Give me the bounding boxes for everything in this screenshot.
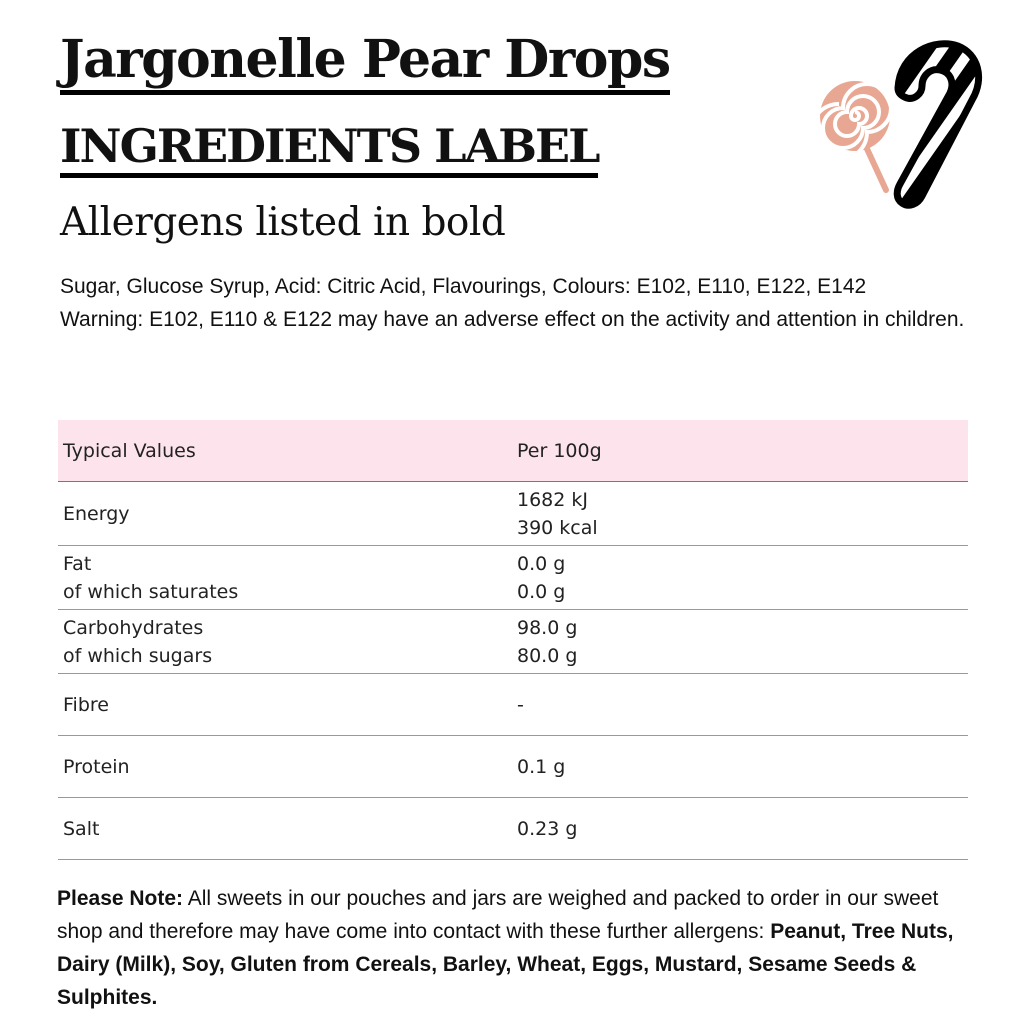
allergen-heading: Allergens listed in bold: [60, 200, 506, 245]
allergen-note: [57, 882, 977, 1014]
row-label: Protein: [58, 736, 512, 798]
nutrition-header-row: [58, 420, 968, 482]
row-value-line: 0.0 g: [517, 580, 566, 603]
row-label-line: Carbohydrates: [63, 616, 204, 639]
row-label-line: of which saturates: [63, 580, 239, 603]
row-label: Salt: [58, 798, 512, 860]
row-value: -: [512, 674, 968, 736]
row-value-line: 80.0 g: [517, 644, 578, 667]
row-label-line: Fat: [63, 552, 92, 575]
row-label: [58, 546, 512, 610]
table-row: [58, 736, 968, 798]
row-value-line: 390 kcal: [517, 516, 598, 539]
row-value: [512, 610, 968, 674]
ingredients-warning: Warning: E102, E110 & E122 may have an adverse effect on the activity and attention in children.: [60, 308, 965, 331]
table-row: [58, 610, 968, 674]
nutrition-table: [58, 420, 968, 860]
column-header-per-100g: Per 100g: [512, 420, 968, 482]
row-value-line: 0.0 g: [517, 552, 566, 575]
label-heading: INGREDIENTS LABEL: [60, 120, 598, 178]
row-label: [58, 610, 512, 674]
row-label: [58, 482, 512, 546]
product-title: Jargonelle Pear Drops: [60, 30, 670, 95]
row-label-line: of which sugars: [63, 644, 213, 667]
table-row: [58, 482, 968, 546]
row-value: [512, 546, 968, 610]
row-value-line: 98.0 g: [517, 616, 578, 639]
row-label-line: Energy: [63, 502, 130, 525]
row-value: 0.23 g: [512, 798, 968, 860]
table-row: [58, 798, 968, 860]
ingredients-list: Sugar, Glucose Syrup, Acid: Citric Acid, Flavourings, Colours: E102, E110, E122, E142: [60, 275, 867, 298]
note-allergens: Peanut, Tree Nuts, Dairy (Milk), Soy, Gluten from Cereals, Barley, Wheat, Eggs, Mustard, Sesame Seeds & Sulphites.: [57, 920, 954, 1009]
table-row: [58, 546, 968, 610]
row-label: Fibre: [58, 674, 512, 736]
row-value: [512, 482, 968, 546]
ingredients-block: [60, 270, 980, 336]
row-value: 0.1 g: [512, 736, 968, 798]
table-row: [58, 674, 968, 736]
sweets-illustration: [810, 38, 990, 213]
row-value-line: 1682 kJ: [517, 488, 588, 511]
lollipop-icon: [811, 81, 891, 190]
note-text: All sweets in our pouches and jars are weighed and packed to order in our sweet shop and therefore may have come into contact with these further allergens:: [57, 887, 939, 943]
column-header-typical-values: Typical Values: [58, 420, 512, 482]
note-lead: Please Note:: [57, 887, 184, 910]
